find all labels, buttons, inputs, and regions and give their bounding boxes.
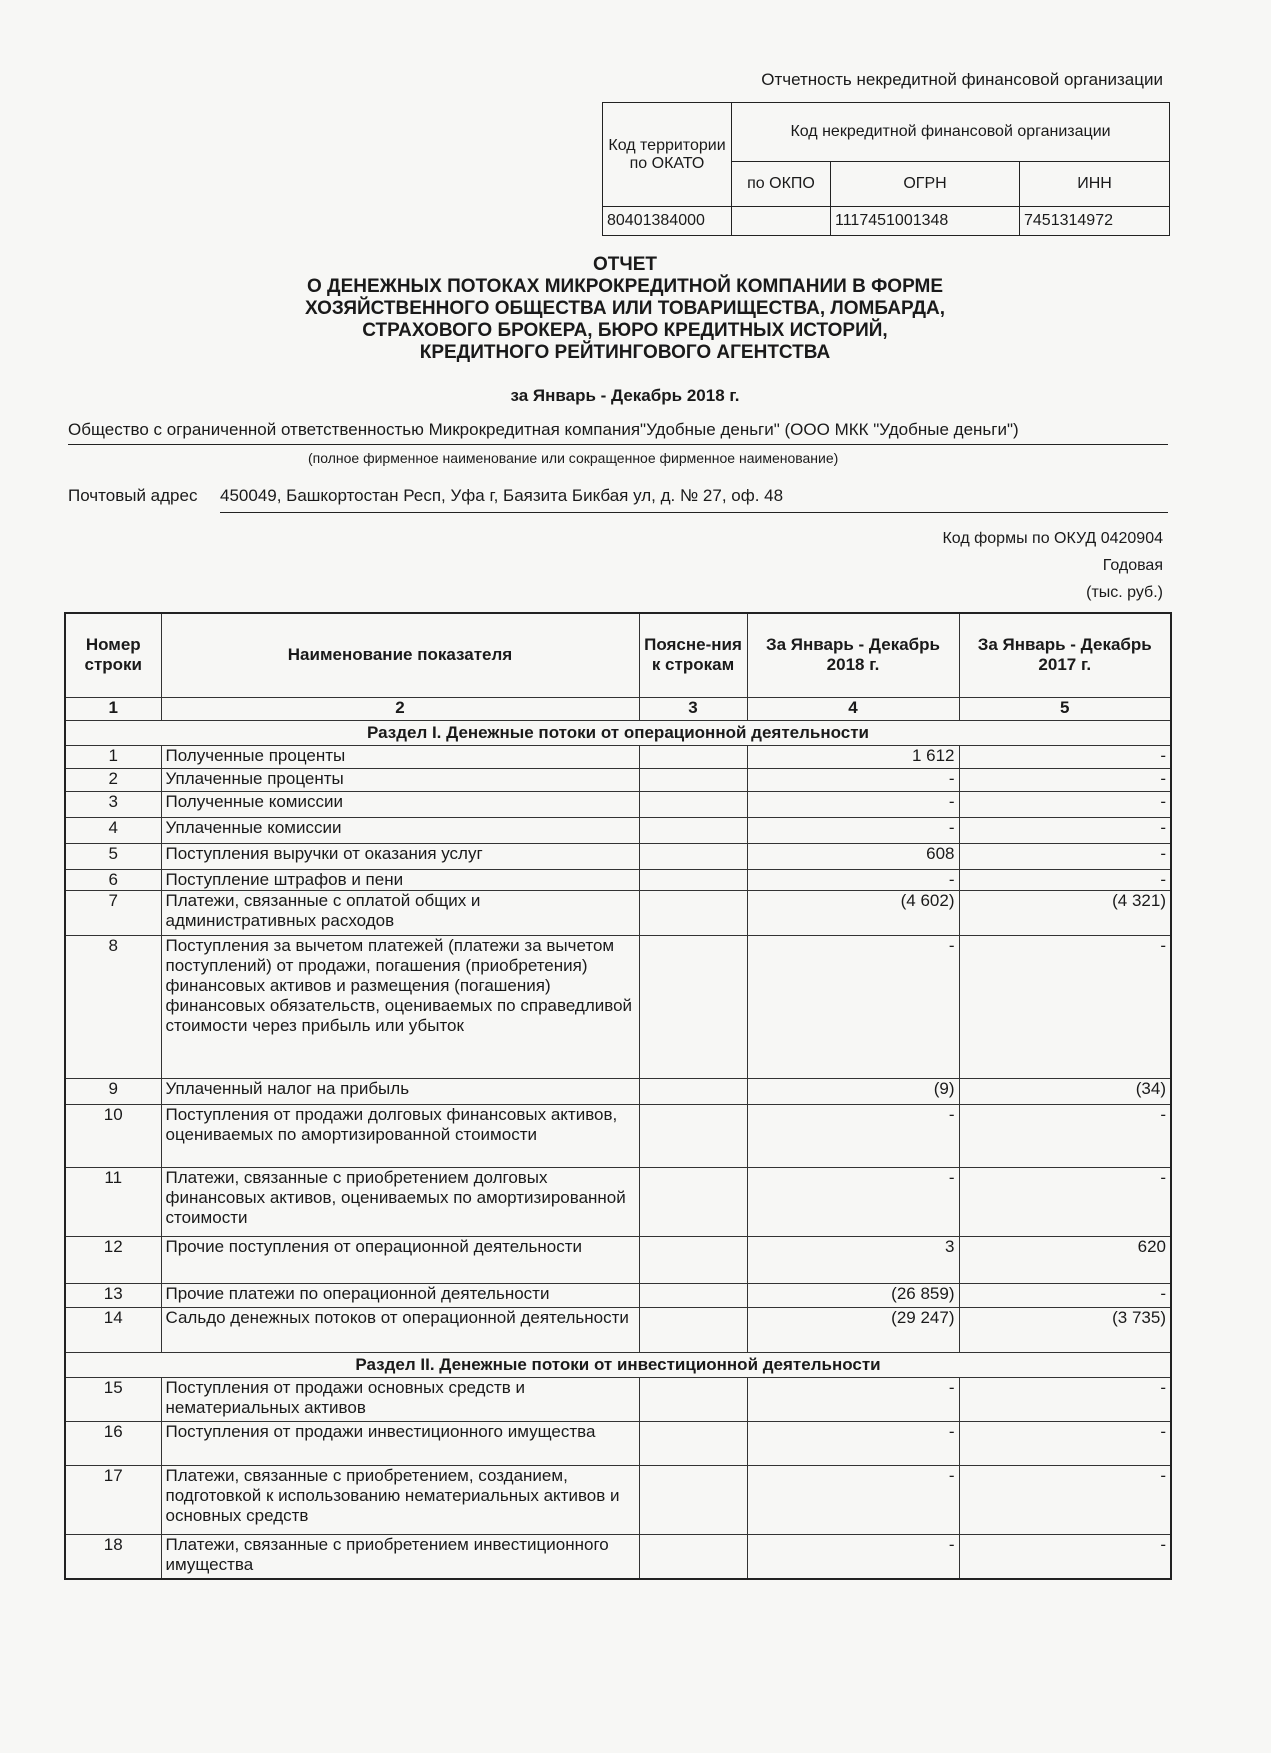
row-name: Поступления от продажи основных средств и нематериальных активов — [161, 1377, 639, 1421]
row-previous-value: - — [959, 1421, 1171, 1465]
row-name: Платежи, связанные с приобретением инвестиционного имущества — [161, 1534, 639, 1579]
row-notes — [639, 843, 747, 869]
okpo-header: по ОКПО — [732, 162, 831, 207]
row-notes — [639, 1421, 747, 1465]
row-notes — [639, 1236, 747, 1283]
table-row — [65, 745, 1171, 768]
row-number: 15 — [65, 1377, 161, 1421]
row-current-value: - — [747, 791, 959, 817]
row-number: 1 — [65, 745, 161, 768]
row-name: Поступления за вычетом платежей (платежи за вычетом поступлений) от продажи, погашения (приобретения) финансовых активов и размещения (погашения) финансовых обязательств, оцениваемых по справедливой стоимости через прибыль или убыток — [161, 935, 639, 1078]
table-row — [65, 935, 1171, 1078]
org-name: Общество с ограниченной ответственностью Микрокредитная компания"Удобные деньги" (ООО МКК "Удобные деньги") — [68, 420, 1168, 445]
section-title: Раздел I. Денежные потоки от операционной деятельности — [65, 720, 1171, 745]
row-name: Полученные комиссии — [161, 791, 639, 817]
table-row — [65, 869, 1171, 890]
row-previous-value: - — [959, 791, 1171, 817]
row-name: Платежи, связанные с приобретением, созданием, подготовкой к использованию нематериальных активов и основных средств — [161, 1465, 639, 1534]
okpo-value — [732, 207, 831, 236]
row-previous-value: - — [959, 1167, 1171, 1236]
column-number: 5 — [959, 697, 1171, 720]
row-previous-value: - — [959, 745, 1171, 768]
okato-header: Код территории по ОКАТО — [603, 103, 732, 207]
org-name-hint: (полное фирменное наименование или сокращенное фирменное наименование) — [308, 450, 839, 466]
row-current-value: 3 — [747, 1236, 959, 1283]
report-period: за Январь - Декабрь 2018 г. — [510, 386, 740, 405]
column-number: 2 — [161, 697, 639, 720]
okud-code: Код формы по ОКУД 0420904 — [942, 530, 1163, 547]
row-number: 5 — [65, 843, 161, 869]
ogrn-value: 1117451001348 — [831, 207, 1020, 236]
header-num: Номер строки — [65, 613, 161, 697]
table-row — [65, 791, 1171, 817]
row-previous-value: - — [959, 935, 1171, 1078]
row-notes — [639, 1307, 747, 1352]
row-notes — [639, 1104, 747, 1167]
row-name: Поступления от продажи инвестиционного имущества — [161, 1421, 639, 1465]
row-number: 6 — [65, 869, 161, 890]
header-name: Наименование показателя — [161, 613, 639, 697]
title-line: ОТЧЕТ — [592, 254, 657, 275]
table-row — [65, 817, 1171, 843]
header-notes: Поясне-ния к строкам — [639, 613, 747, 697]
row-current-value: (29 247) — [747, 1307, 959, 1352]
table-row — [65, 1307, 1171, 1352]
row-notes — [639, 1078, 747, 1104]
row-current-value: - — [747, 1104, 959, 1167]
row-number: 18 — [65, 1534, 161, 1579]
row-previous-value: - — [959, 817, 1171, 843]
row-notes — [639, 890, 747, 935]
row-number: 4 — [65, 817, 161, 843]
row-name: Прочие платежи по операционной деятельности — [161, 1283, 639, 1307]
header-previous: За Январь - Декабрь 2017 г. — [959, 613, 1171, 697]
row-current-value: (26 859) — [747, 1283, 959, 1307]
column-number: 4 — [747, 697, 959, 720]
row-notes — [639, 791, 747, 817]
row-name: Поступления от продажи долговых финансовых активов, оцениваемых по амортизированной стоимости — [161, 1104, 639, 1167]
okato-value: 80401384000 — [603, 207, 732, 236]
row-notes — [639, 1534, 747, 1579]
row-previous-value: - — [959, 869, 1171, 890]
row-current-value: 608 — [747, 843, 959, 869]
row-previous-value: (3 735) — [959, 1307, 1171, 1352]
row-name: Сальдо денежных потоков от операционной деятельности — [161, 1307, 639, 1352]
table-row — [65, 1465, 1171, 1534]
row-name: Платежи, связанные с оплатой общих и административных расходов — [161, 890, 639, 935]
codes-table — [602, 102, 1170, 236]
row-number: 8 — [65, 935, 161, 1078]
row-previous-value: - — [959, 843, 1171, 869]
header-current: За Январь - Декабрь 2018 г. — [747, 613, 959, 697]
units: (тыс. руб.) — [1086, 584, 1163, 601]
title-line: ХОЗЯЙСТВЕННОГО ОБЩЕСТВА ИЛИ ТОВАРИЩЕСТВА, ЛОМБАРДА, — [304, 298, 946, 319]
address-value: 450049, Башкортостан Респ, Уфа г, Баязита Бикбая ул, д. № 27, оф. 48 — [220, 486, 1168, 513]
row-number: 3 — [65, 791, 161, 817]
title-line: КРЕДИТНОГО РЕЙТИНГОВОГО АГЕНТСТВА — [419, 342, 831, 363]
row-name: Уплаченные комиссии — [161, 817, 639, 843]
table-row — [65, 1283, 1171, 1307]
row-number: 17 — [65, 1465, 161, 1534]
table-row — [65, 1377, 1171, 1421]
column-number: 1 — [65, 697, 161, 720]
org-code-header: Код некредитной финансовой организации — [732, 103, 1170, 162]
row-number: 12 — [65, 1236, 161, 1283]
row-current-value: 1 612 — [747, 745, 959, 768]
ogrn-header: ОГРН — [831, 162, 1020, 207]
row-current-value: (9) — [747, 1078, 959, 1104]
row-previous-value: - — [959, 1283, 1171, 1307]
address-label: Почтовый адрес — [68, 486, 198, 505]
row-name: Уплаченный налог на прибыль — [161, 1078, 639, 1104]
column-numbers-row — [65, 697, 1171, 720]
row-notes — [639, 1283, 747, 1307]
row-notes — [639, 935, 747, 1078]
row-number: 11 — [65, 1167, 161, 1236]
row-number: 13 — [65, 1283, 161, 1307]
row-current-value: - — [747, 935, 959, 1078]
row-previous-value: 620 — [959, 1236, 1171, 1283]
row-notes — [639, 745, 747, 768]
row-number: 14 — [65, 1307, 161, 1352]
row-current-value: (4 602) — [747, 890, 959, 935]
row-current-value: - — [747, 1167, 959, 1236]
row-previous-value: (4 321) — [959, 890, 1171, 935]
row-number: 16 — [65, 1421, 161, 1465]
row-number: 9 — [65, 1078, 161, 1104]
row-notes — [639, 869, 747, 890]
table-row — [65, 1167, 1171, 1236]
title-line: О ДЕНЕЖНЫХ ПОТОКАХ МИКРОКРЕДИТНОЙ КОМПАНИИ В ФОРМЕ — [307, 276, 943, 297]
row-name: Уплаченные проценты — [161, 768, 639, 791]
row-current-value: - — [747, 768, 959, 791]
table-row — [65, 1534, 1171, 1579]
row-current-value: - — [747, 1377, 959, 1421]
table-row — [65, 768, 1171, 791]
cash-flow-table — [64, 612, 1172, 1580]
row-current-value: - — [747, 817, 959, 843]
column-number: 3 — [639, 697, 747, 720]
table-row — [65, 1421, 1171, 1465]
section-title: Раздел II. Денежные потоки от инвестиционной деятельности — [65, 1352, 1171, 1377]
row-previous-value: - — [959, 1465, 1171, 1534]
row-name: Поступления выручки от оказания услуг — [161, 843, 639, 869]
row-previous-value: - — [959, 1377, 1171, 1421]
report-title — [180, 254, 1070, 364]
row-notes — [639, 1377, 747, 1421]
section-row — [65, 720, 1171, 745]
table-row — [65, 890, 1171, 935]
row-previous-value: - — [959, 1534, 1171, 1579]
row-notes — [639, 1465, 747, 1534]
row-current-value: - — [747, 1465, 959, 1534]
table-row — [65, 1078, 1171, 1104]
row-notes — [639, 1167, 747, 1236]
table-row — [65, 1104, 1171, 1167]
row-current-value: - — [747, 869, 959, 890]
table-row — [65, 843, 1171, 869]
row-notes — [639, 768, 747, 791]
periodicity: Годовая — [1102, 557, 1163, 574]
row-current-value: - — [747, 1421, 959, 1465]
inn-value: 7451314972 — [1020, 207, 1170, 236]
row-name: Прочие поступления от операционной деятельности — [161, 1236, 639, 1283]
row-number: 10 — [65, 1104, 161, 1167]
row-previous-value: - — [959, 768, 1171, 791]
report-type: Отчетность некредитной финансовой организации — [761, 70, 1163, 89]
row-notes — [639, 817, 747, 843]
table-row — [65, 1236, 1171, 1283]
row-name: Платежи, связанные с приобретением долговых финансовых активов, оцениваемых по амортизированной стоимости — [161, 1167, 639, 1236]
row-previous-value: - — [959, 1104, 1171, 1167]
row-number: 7 — [65, 890, 161, 935]
row-previous-value: (34) — [959, 1078, 1171, 1104]
row-current-value: - — [747, 1534, 959, 1579]
inn-header: ИНН — [1020, 162, 1170, 207]
row-name: Поступление штрафов и пени — [161, 869, 639, 890]
section-row — [65, 1352, 1171, 1377]
row-name: Полученные проценты — [161, 745, 639, 768]
row-number: 2 — [65, 768, 161, 791]
title-line: СТРАХОВОГО БРОКЕРА, БЮРО КРЕДИТНЫХ ИСТОРИЙ, — [362, 320, 888, 341]
